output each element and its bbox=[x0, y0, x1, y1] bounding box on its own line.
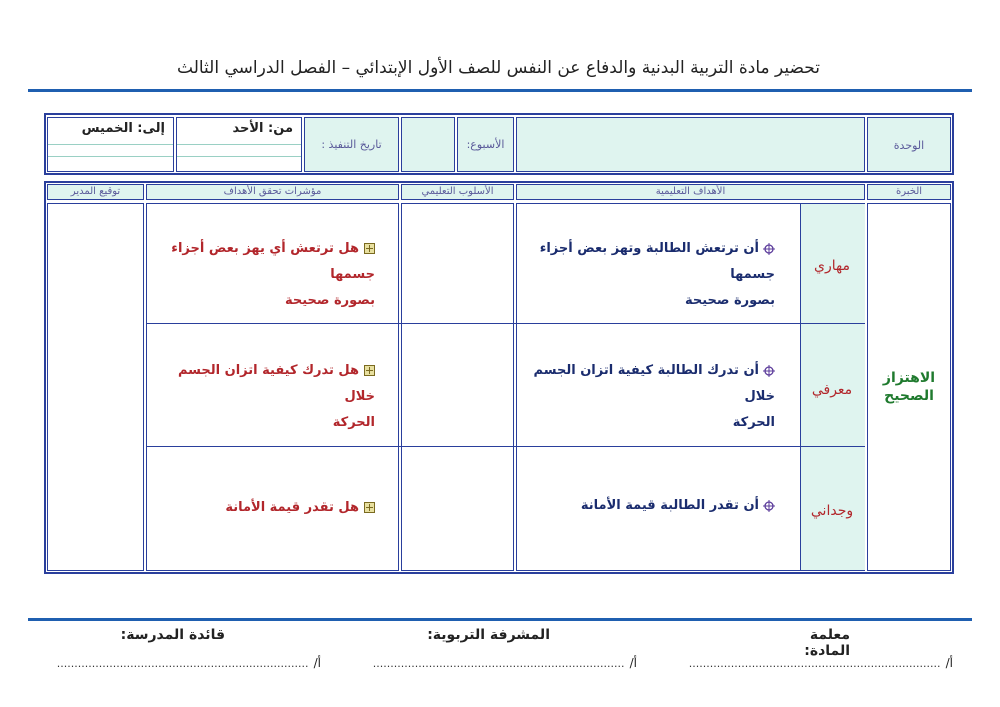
to-line bbox=[48, 145, 173, 157]
exec-date-label: تاريخ التنفيذ : bbox=[321, 138, 382, 151]
principal-signature-line[interactable] bbox=[56, 652, 321, 671]
top-rule bbox=[28, 89, 972, 92]
principal-signature-column[interactable] bbox=[47, 203, 144, 571]
from-line bbox=[177, 145, 301, 157]
indicator-row-1-line2: بصورة صحيحة bbox=[284, 293, 375, 308]
principal-label: قائدة المدرسة: bbox=[120, 627, 225, 643]
week-label: الأسبوع: bbox=[466, 138, 505, 151]
crosshair-icon bbox=[763, 365, 775, 377]
objective-row-1-line2: بصورة صحيحة bbox=[684, 293, 775, 308]
row-divider-1 bbox=[146, 323, 865, 324]
indicator-row-1 bbox=[160, 236, 375, 314]
header-method bbox=[401, 184, 514, 200]
crosshair-icon bbox=[763, 243, 775, 255]
principal-prefix: أ/ bbox=[313, 656, 321, 670]
header-experience-text: الخبرة bbox=[895, 186, 923, 197]
experience-cell bbox=[867, 203, 951, 571]
exec-date-label-cell bbox=[304, 117, 399, 172]
indicator-row-1-line1: هل ترتعش أي يهز بعض أجزاء جسمها bbox=[171, 241, 375, 282]
to-cell[interactable] bbox=[47, 117, 174, 172]
header-principal-text: توقيع المدير bbox=[70, 186, 121, 197]
from-label: من: الأحد bbox=[177, 118, 301, 145]
supervisor-prefix: أ/ bbox=[629, 656, 637, 670]
unit-value-cell[interactable] bbox=[516, 117, 865, 172]
indicator-row-2-line1: هل تدرك كيفية اتزان الجسم خلال bbox=[177, 363, 375, 404]
plus-box-icon bbox=[364, 365, 375, 376]
objective-row-2-line1: أن تدرك الطالبة كيفية اتزان الجسم خلال bbox=[533, 363, 775, 404]
domain-affective: وجداني bbox=[810, 503, 854, 519]
domain-cognitive: معرفي bbox=[811, 382, 853, 398]
week-label-cell bbox=[457, 117, 514, 172]
header-objectives bbox=[516, 184, 865, 200]
week-value-cell[interactable] bbox=[401, 117, 455, 172]
plus-box-icon bbox=[364, 502, 375, 513]
objective-row-2-line2: الحركة bbox=[732, 415, 775, 430]
header-indicators bbox=[146, 184, 399, 200]
objective-row-3-line1: أن تقدر الطالبة قيمة الأمانة bbox=[580, 498, 759, 513]
row-divider-2 bbox=[146, 446, 865, 447]
indicator-row-2-line2: الحركة bbox=[332, 415, 375, 430]
supervisor-signature-line[interactable] bbox=[372, 652, 637, 671]
objective-row-1 bbox=[520, 236, 775, 314]
header-experience bbox=[867, 184, 951, 200]
objective-row-2 bbox=[520, 358, 775, 436]
indicator-row-3 bbox=[160, 495, 375, 521]
indicator-row-3-line1: هل تقدر قيمة الأمانة bbox=[225, 500, 359, 515]
header-principal bbox=[47, 184, 144, 200]
header-method-text: الأسلوب التعليمي bbox=[421, 186, 494, 197]
unit-label-cell bbox=[867, 117, 951, 172]
unit-label: الوحدة bbox=[893, 139, 925, 152]
objective-row-1-line1: أن ترتعش الطالبة وتهز بعض أجزاء جسمها bbox=[539, 241, 775, 282]
domain-skill: مهاري bbox=[814, 258, 850, 274]
teacher-prefix: أ/ bbox=[945, 656, 953, 670]
method-column[interactable] bbox=[401, 203, 514, 571]
header-indicators-text: مؤشرات تحقق الأهداف bbox=[223, 186, 322, 197]
crosshair-icon bbox=[763, 500, 775, 512]
experience-value: الاهتزاز الصحيح bbox=[882, 370, 936, 404]
supervisor-label: المشرفة التربوية: bbox=[427, 627, 550, 643]
page-title: تحضير مادة التربية البدنية والدفاع عن النفس للصف الأول الإبتدائي – الفصل الدراسي الثالث bbox=[177, 58, 820, 78]
indicator-row-2 bbox=[160, 358, 375, 436]
footer-rule bbox=[28, 618, 972, 621]
header-objectives-text: الأهداف التعليمية bbox=[655, 186, 726, 197]
teacher-signature-line[interactable] bbox=[688, 652, 953, 671]
plus-box-icon bbox=[364, 243, 375, 254]
supervisor-dots: ........................................................................ bbox=[372, 657, 625, 670]
teacher-dots: ........................................................................ bbox=[688, 657, 941, 670]
objective-row-3 bbox=[520, 493, 775, 519]
from-cell[interactable] bbox=[176, 117, 302, 172]
to-label: إلى: الخميس bbox=[48, 118, 173, 145]
principal-dots: ........................................................................ bbox=[56, 657, 309, 670]
teacher-label: معلمة المادة: bbox=[804, 627, 850, 659]
